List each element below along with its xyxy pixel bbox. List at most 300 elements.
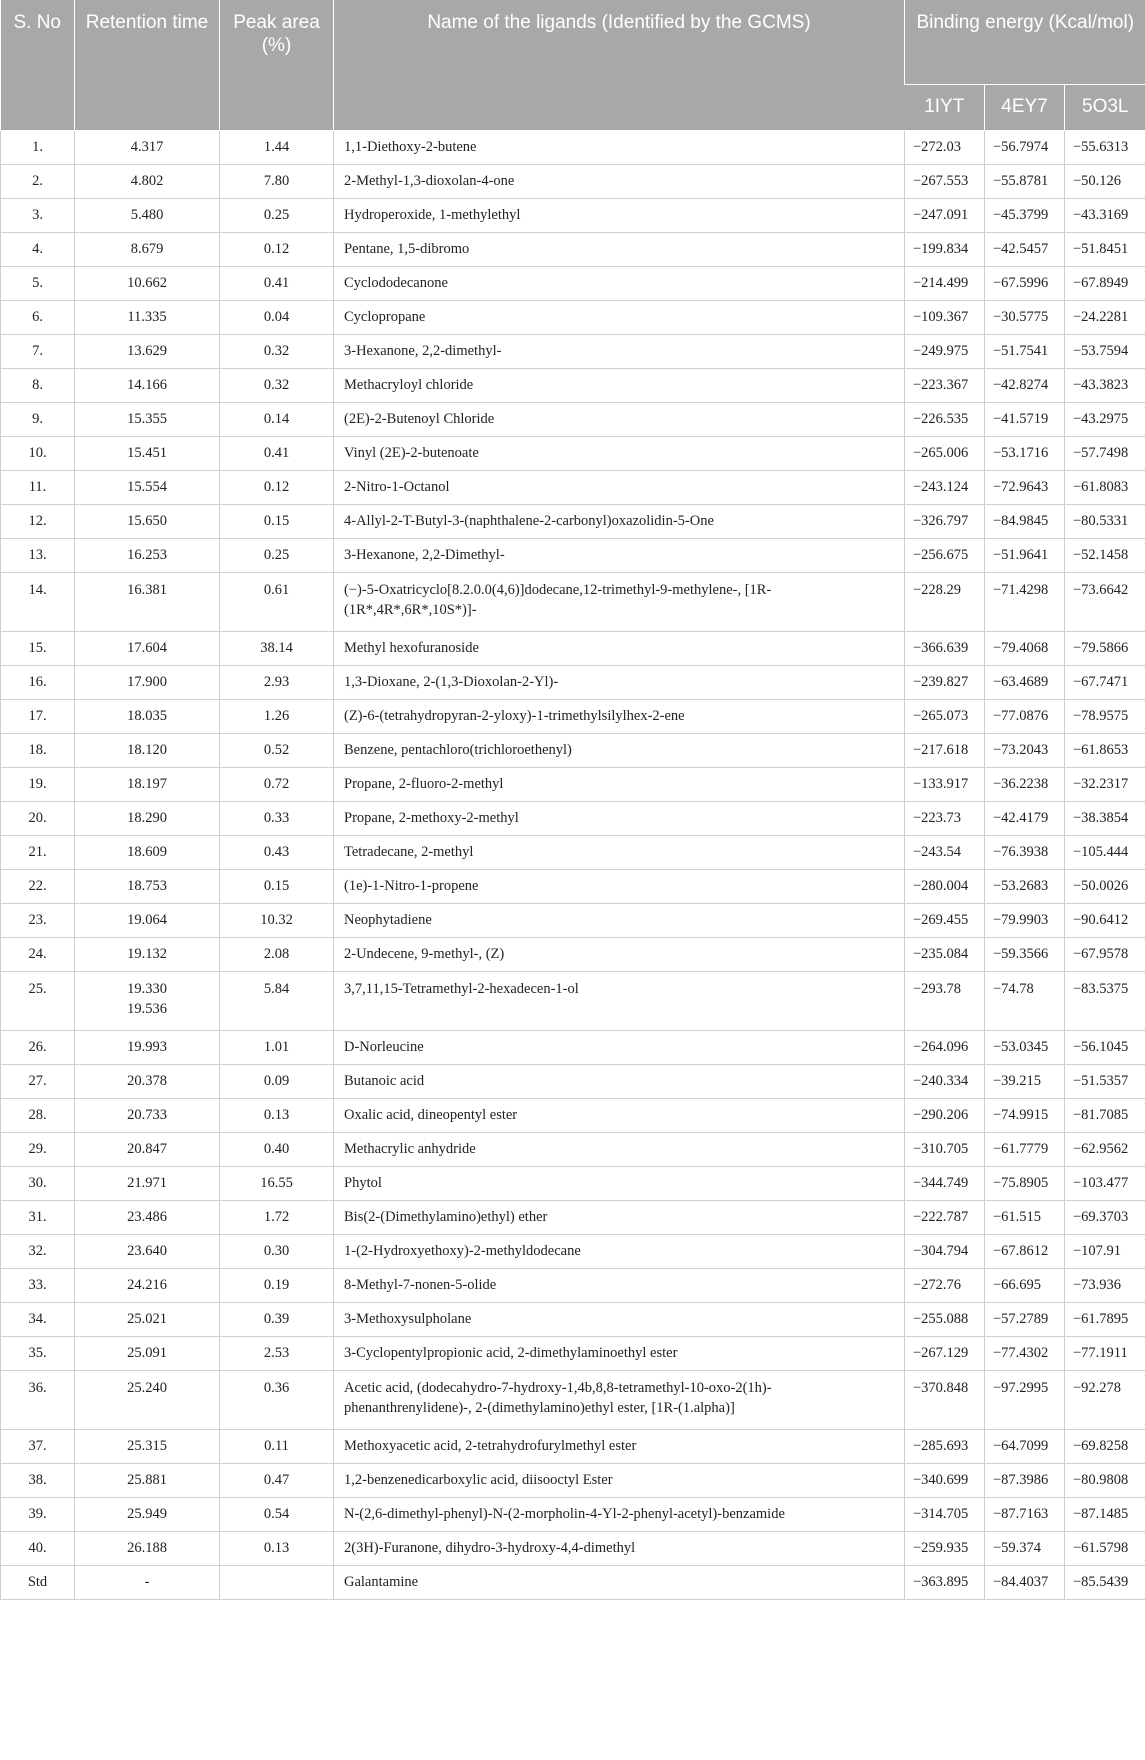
cell-energy-1iyt: −265.006 bbox=[905, 437, 985, 471]
cell-peak-area: 0.25 bbox=[220, 539, 334, 573]
cell-energy-5o3l: −77.1911 bbox=[1065, 1337, 1145, 1371]
cell-energy-5o3l: −32.2317 bbox=[1065, 768, 1145, 802]
cell-sno: 3. bbox=[1, 199, 75, 233]
cell-ligand-name: Methacryloyl chloride bbox=[334, 369, 905, 403]
cell-sno: 34. bbox=[1, 1303, 75, 1337]
table-row bbox=[1, 505, 1145, 539]
retention-time-value: 25.881 bbox=[127, 1471, 167, 1488]
cell-energy-4ey7: −45.3799 bbox=[985, 199, 1065, 233]
cell-retention-time bbox=[75, 1099, 220, 1133]
retention-time-value: 25.240 bbox=[127, 1380, 167, 1396]
table-row bbox=[1, 1031, 1145, 1065]
table-row bbox=[1, 802, 1145, 836]
cell-energy-4ey7: −53.2683 bbox=[985, 870, 1065, 904]
cell-energy-4ey7: −55.8781 bbox=[985, 165, 1065, 199]
cell-retention-time bbox=[75, 1303, 220, 1337]
table-row bbox=[1, 471, 1145, 505]
cell-ligand-name: 3-Hexanone, 2,2-Dimethyl- bbox=[334, 539, 905, 573]
cell-ligand-name: N-(2,6-dimethyl-phenyl)-N-(2-morpholin-4-Yl-2-phenyl-acetyl)-benzamide bbox=[334, 1498, 905, 1532]
cell-energy-4ey7: −42.4179 bbox=[985, 802, 1065, 836]
cell-ligand-name: (−)-5-Oxatricyclo[8.2.0.0(4,6)]dodecane,12-trimethyl-9-methylene-, [1R-(1R*,4R*,6R*,10S*)]- bbox=[334, 573, 905, 632]
cell-retention-time bbox=[75, 437, 220, 471]
retention-time-value: 25.091 bbox=[127, 1344, 167, 1361]
cell-peak-area: 5.84 bbox=[220, 972, 334, 1031]
cell-energy-4ey7: −42.5457 bbox=[985, 233, 1065, 267]
cell-ligand-name: Oxalic acid, dineopentyl ester bbox=[334, 1099, 905, 1133]
table-row bbox=[1, 1371, 1145, 1430]
cell-energy-1iyt: −243.54 bbox=[905, 836, 985, 870]
cell-energy-4ey7: −53.1716 bbox=[985, 437, 1065, 471]
cell-energy-1iyt: −265.073 bbox=[905, 700, 985, 734]
cell-energy-1iyt: −290.206 bbox=[905, 1099, 985, 1133]
cell-retention-time bbox=[75, 1269, 220, 1303]
cell-energy-5o3l: −51.5357 bbox=[1065, 1065, 1145, 1099]
table-row bbox=[1, 700, 1145, 734]
retention-time-value: 15.355 bbox=[127, 410, 167, 427]
cell-energy-4ey7: −51.9641 bbox=[985, 539, 1065, 573]
cell-ligand-name: 2-Undecene, 9-methyl-, (Z) bbox=[334, 938, 905, 972]
cell-ligand-name: (1e)-1-Nitro-1-propene bbox=[334, 870, 905, 904]
cell-ligand-name: 8-Methyl-7-nonen-5-olide bbox=[334, 1269, 905, 1303]
cell-retention-time bbox=[75, 734, 220, 768]
retention-time-value: - bbox=[144, 1573, 150, 1590]
cell-peak-area: 0.14 bbox=[220, 403, 334, 437]
cell-energy-1iyt: −269.455 bbox=[905, 904, 985, 938]
cell-retention-time bbox=[75, 1566, 220, 1600]
cell-ligand-name: Methacrylic anhydride bbox=[334, 1133, 905, 1167]
cell-sno: 5. bbox=[1, 267, 75, 301]
cell-energy-1iyt: −235.084 bbox=[905, 938, 985, 972]
table-row bbox=[1, 632, 1145, 666]
cell-energy-4ey7: −84.9845 bbox=[985, 505, 1065, 539]
table-row bbox=[1, 1099, 1145, 1133]
cell-sno: 40. bbox=[1, 1532, 75, 1566]
cell-peak-area: 0.52 bbox=[220, 734, 334, 768]
cell-peak-area bbox=[220, 1566, 334, 1600]
cell-energy-1iyt: −272.76 bbox=[905, 1269, 985, 1303]
cell-energy-4ey7: −67.5996 bbox=[985, 267, 1065, 301]
cell-peak-area: 0.19 bbox=[220, 1269, 334, 1303]
cell-energy-5o3l: −80.5331 bbox=[1065, 505, 1145, 539]
table-row bbox=[1, 1235, 1145, 1269]
cell-energy-5o3l: −24.2281 bbox=[1065, 301, 1145, 335]
cell-retention-time bbox=[75, 131, 220, 165]
cell-energy-1iyt: −243.124 bbox=[905, 471, 985, 505]
cell-energy-1iyt: −133.917 bbox=[905, 768, 985, 802]
cell-ligand-name: 4-Allyl-2-T-Butyl-3-(naphthalene-2-carbonyl)oxazolidin-5-One bbox=[334, 505, 905, 539]
cell-sno: 22. bbox=[1, 870, 75, 904]
cell-ligand-name: 1-(2-Hydroxyethoxy)-2-methyldodecane bbox=[334, 1235, 905, 1269]
retention-time-value: 23.486 bbox=[127, 1208, 167, 1225]
cell-peak-area: 2.08 bbox=[220, 938, 334, 972]
retention-time-value: 21.971 bbox=[127, 1174, 167, 1191]
cell-sno: 1. bbox=[1, 131, 75, 165]
cell-ligand-name: (2E)-2-Butenoyl Chloride bbox=[334, 403, 905, 437]
cell-energy-1iyt: −249.975 bbox=[905, 335, 985, 369]
cell-energy-4ey7: −71.4298 bbox=[985, 573, 1065, 632]
cell-sno: 11. bbox=[1, 471, 75, 505]
table-row bbox=[1, 131, 1145, 165]
cell-energy-1iyt: −214.499 bbox=[905, 267, 985, 301]
header-retention-time: Retention time bbox=[75, 0, 220, 131]
table-row bbox=[1, 1566, 1145, 1600]
cell-ligand-name: Cyclododecanone bbox=[334, 267, 905, 301]
retention-time-value: 5.480 bbox=[130, 206, 164, 223]
cell-energy-5o3l: −92.278 bbox=[1065, 1371, 1145, 1430]
cell-sno: 17. bbox=[1, 700, 75, 734]
cell-energy-1iyt: −223.367 bbox=[905, 369, 985, 403]
cell-retention-time bbox=[75, 233, 220, 267]
cell-sno: 2. bbox=[1, 165, 75, 199]
table-row bbox=[1, 437, 1145, 471]
retention-time-value: 18.035 bbox=[127, 707, 167, 724]
cell-ligand-name: Tetradecane, 2-methyl bbox=[334, 836, 905, 870]
cell-energy-5o3l: −51.8451 bbox=[1065, 233, 1145, 267]
cell-retention-time bbox=[75, 768, 220, 802]
cell-ligand-name: 2-Nitro-1-Octanol bbox=[334, 471, 905, 505]
cell-sno: 33. bbox=[1, 1269, 75, 1303]
cell-ligand-name: Propane, 2-fluoro-2-methyl bbox=[334, 768, 905, 802]
cell-sno: 12. bbox=[1, 505, 75, 539]
cell-peak-area: 16.55 bbox=[220, 1167, 334, 1201]
cell-energy-1iyt: −240.334 bbox=[905, 1065, 985, 1099]
cell-sno: 27. bbox=[1, 1065, 75, 1099]
cell-peak-area: 10.32 bbox=[220, 904, 334, 938]
cell-ligand-name: 2-Methyl-1,3-dioxolan-4-one bbox=[334, 165, 905, 199]
cell-ligand-name: (Z)-6-(tetrahydropyran-2-yloxy)-1-trimethylsilylhex-2-ene bbox=[334, 700, 905, 734]
cell-sno: 35. bbox=[1, 1337, 75, 1371]
retention-time-value: 14.166 bbox=[127, 376, 167, 393]
cell-retention-time bbox=[75, 199, 220, 233]
cell-retention-time bbox=[75, 1337, 220, 1371]
cell-energy-1iyt: −280.004 bbox=[905, 870, 985, 904]
cell-energy-4ey7: −57.2789 bbox=[985, 1303, 1065, 1337]
cell-energy-1iyt: −344.749 bbox=[905, 1167, 985, 1201]
cell-peak-area: 0.36 bbox=[220, 1371, 334, 1430]
retention-time-value: 11.335 bbox=[127, 308, 167, 325]
retention-time-value-2: 19.536 bbox=[127, 1000, 167, 1017]
cell-ligand-name: Vinyl (2E)-2-butenoate bbox=[334, 437, 905, 471]
table-row bbox=[1, 1065, 1145, 1099]
cell-ligand-name: Cyclopropane bbox=[334, 301, 905, 335]
cell-sno: 7. bbox=[1, 335, 75, 369]
cell-peak-area: 0.30 bbox=[220, 1235, 334, 1269]
cell-energy-5o3l: −56.1045 bbox=[1065, 1031, 1145, 1065]
cell-peak-area: 0.39 bbox=[220, 1303, 334, 1337]
cell-energy-5o3l: −50.126 bbox=[1065, 165, 1145, 199]
cell-energy-5o3l: −103.477 bbox=[1065, 1167, 1145, 1201]
cell-retention-time bbox=[75, 539, 220, 573]
retention-time-value: 15.451 bbox=[127, 444, 167, 461]
cell-retention-time bbox=[75, 165, 220, 199]
cell-energy-5o3l: −79.5866 bbox=[1065, 632, 1145, 666]
cell-sno: 30. bbox=[1, 1167, 75, 1201]
cell-energy-4ey7: −59.3566 bbox=[985, 938, 1065, 972]
header-ligand-name: Name of the ligands (Identified by the GCMS) bbox=[334, 0, 905, 131]
header-target-5o3l: 5O3L bbox=[1065, 85, 1145, 131]
cell-energy-5o3l: −57.7498 bbox=[1065, 437, 1145, 471]
cell-peak-area: 38.14 bbox=[220, 632, 334, 666]
retention-time-value: 18.290 bbox=[127, 809, 167, 826]
retention-time-value: 4.317 bbox=[130, 138, 164, 155]
cell-energy-5o3l: −52.1458 bbox=[1065, 539, 1145, 573]
cell-ligand-name: 1,1-Diethoxy-2-butene bbox=[334, 131, 905, 165]
cell-energy-1iyt: −267.129 bbox=[905, 1337, 985, 1371]
retention-time-value: 20.847 bbox=[127, 1140, 167, 1157]
retention-time-value: 25.021 bbox=[127, 1310, 167, 1327]
cell-peak-area: 0.15 bbox=[220, 505, 334, 539]
table-row bbox=[1, 904, 1145, 938]
cell-ligand-name: 3-Methoxysulpholane bbox=[334, 1303, 905, 1337]
cell-ligand-name: Benzene, pentachloro(trichloroethenyl) bbox=[334, 734, 905, 768]
cell-retention-time bbox=[75, 1201, 220, 1235]
cell-sno: 6. bbox=[1, 301, 75, 335]
table-row bbox=[1, 1430, 1145, 1464]
table-row bbox=[1, 233, 1145, 267]
cell-energy-4ey7: −73.2043 bbox=[985, 734, 1065, 768]
table-row bbox=[1, 1464, 1145, 1498]
cell-sno: 13. bbox=[1, 539, 75, 573]
cell-sno: 25. bbox=[1, 972, 75, 1031]
cell-retention-time bbox=[75, 836, 220, 870]
cell-peak-area: 0.32 bbox=[220, 369, 334, 403]
cell-energy-4ey7: −42.8274 bbox=[985, 369, 1065, 403]
cell-energy-1iyt: −223.73 bbox=[905, 802, 985, 836]
table-body bbox=[1, 131, 1145, 1600]
cell-sno: 20. bbox=[1, 802, 75, 836]
cell-peak-area: 1.72 bbox=[220, 1201, 334, 1235]
cell-energy-4ey7: −84.4037 bbox=[985, 1566, 1065, 1600]
cell-retention-time bbox=[75, 505, 220, 539]
cell-energy-1iyt: −247.091 bbox=[905, 199, 985, 233]
retention-time-value: 19.993 bbox=[127, 1038, 167, 1055]
table-row bbox=[1, 1201, 1145, 1235]
cell-peak-area: 0.47 bbox=[220, 1464, 334, 1498]
cell-peak-area: 1.01 bbox=[220, 1031, 334, 1065]
table-row bbox=[1, 666, 1145, 700]
retention-time-value: 13.629 bbox=[127, 342, 167, 359]
table-row bbox=[1, 1133, 1145, 1167]
cell-energy-1iyt: −366.639 bbox=[905, 632, 985, 666]
cell-peak-area: 2.93 bbox=[220, 666, 334, 700]
retention-time-value: 25.949 bbox=[127, 1505, 167, 1522]
cell-sno: Std bbox=[1, 1566, 75, 1600]
cell-energy-4ey7: −79.9903 bbox=[985, 904, 1065, 938]
cell-energy-4ey7: −74.9915 bbox=[985, 1099, 1065, 1133]
cell-ligand-name: 2(3H)-Furanone, dihydro-3-hydroxy-4,4-dimethyl bbox=[334, 1532, 905, 1566]
cell-energy-1iyt: −304.794 bbox=[905, 1235, 985, 1269]
cell-ligand-name: Neophytadiene bbox=[334, 904, 905, 938]
table-row bbox=[1, 1498, 1145, 1532]
cell-ligand-name: 1,3-Dioxane, 2-(1,3-Dioxolan-2-Yl)- bbox=[334, 666, 905, 700]
cell-peak-area: 0.32 bbox=[220, 335, 334, 369]
cell-energy-5o3l: −55.6313 bbox=[1065, 131, 1145, 165]
cell-energy-5o3l: −81.7085 bbox=[1065, 1099, 1145, 1133]
cell-peak-area: 0.41 bbox=[220, 267, 334, 301]
header-peak-area: Peak area (%) bbox=[220, 0, 334, 131]
retention-time-value: 23.640 bbox=[127, 1242, 167, 1259]
table-row bbox=[1, 165, 1145, 199]
cell-energy-5o3l: −61.7895 bbox=[1065, 1303, 1145, 1337]
retention-time-value: 24.216 bbox=[127, 1276, 167, 1293]
retention-time-value: 19.064 bbox=[127, 911, 167, 928]
cell-energy-4ey7: −67.8612 bbox=[985, 1235, 1065, 1269]
table-row bbox=[1, 573, 1145, 632]
cell-energy-1iyt: −228.29 bbox=[905, 573, 985, 632]
cell-sno: 23. bbox=[1, 904, 75, 938]
cell-ligand-name: Methoxyacetic acid, 2-tetrahydrofurylmethyl ester bbox=[334, 1430, 905, 1464]
cell-energy-4ey7: −53.0345 bbox=[985, 1031, 1065, 1065]
cell-energy-4ey7: −87.3986 bbox=[985, 1464, 1065, 1498]
cell-sno: 16. bbox=[1, 666, 75, 700]
cell-peak-area: 0.72 bbox=[220, 768, 334, 802]
cell-sno: 18. bbox=[1, 734, 75, 768]
cell-energy-1iyt: −340.699 bbox=[905, 1464, 985, 1498]
retention-time-value: 8.679 bbox=[130, 240, 164, 257]
cell-ligand-name: 3-Hexanone, 2,2-dimethyl- bbox=[334, 335, 905, 369]
cell-peak-area: 0.15 bbox=[220, 870, 334, 904]
cell-retention-time bbox=[75, 471, 220, 505]
retention-time-value: 19.132 bbox=[127, 945, 167, 962]
cell-peak-area: 0.40 bbox=[220, 1133, 334, 1167]
cell-energy-5o3l: −43.2975 bbox=[1065, 403, 1145, 437]
cell-energy-5o3l: −83.5375 bbox=[1065, 972, 1145, 1031]
table-row bbox=[1, 836, 1145, 870]
table-row bbox=[1, 972, 1145, 1031]
cell-retention-time bbox=[75, 1430, 220, 1464]
cell-ligand-name: Methyl hexofuranoside bbox=[334, 632, 905, 666]
cell-peak-area: 0.25 bbox=[220, 199, 334, 233]
table-row bbox=[1, 768, 1145, 802]
cell-ligand-name: 1,2-benzenedicarboxylic acid, diisooctyl Ester bbox=[334, 1464, 905, 1498]
cell-energy-5o3l: −62.9562 bbox=[1065, 1133, 1145, 1167]
cell-energy-5o3l: −43.3823 bbox=[1065, 369, 1145, 403]
cell-energy-4ey7: −75.8905 bbox=[985, 1167, 1065, 1201]
cell-ligand-name: Phytol bbox=[334, 1167, 905, 1201]
cell-peak-area: 0.04 bbox=[220, 301, 334, 335]
cell-energy-5o3l: −61.5798 bbox=[1065, 1532, 1145, 1566]
cell-energy-5o3l: −61.8083 bbox=[1065, 471, 1145, 505]
retention-time-value: 18.609 bbox=[127, 843, 167, 860]
cell-sno: 10. bbox=[1, 437, 75, 471]
retention-time-value: 16.381 bbox=[127, 582, 167, 598]
cell-energy-4ey7: −39.215 bbox=[985, 1065, 1065, 1099]
cell-ligand-name: Acetic acid, (dodecahydro-7-hydroxy-1,4b,8,8-tetramethyl-10-oxo-2(1h)-phenanthrenylidene)-, 2-(dimethylamino)ethyl ester, [1R-(1.alpha)] bbox=[334, 1371, 905, 1430]
table-row bbox=[1, 1303, 1145, 1337]
table-row bbox=[1, 369, 1145, 403]
cell-sno: 19. bbox=[1, 768, 75, 802]
table-row bbox=[1, 734, 1145, 768]
cell-peak-area: 2.53 bbox=[220, 1337, 334, 1371]
cell-energy-5o3l: −90.6412 bbox=[1065, 904, 1145, 938]
retention-time-value: 18.197 bbox=[127, 775, 167, 792]
cell-peak-area: 1.26 bbox=[220, 700, 334, 734]
cell-sno: 4. bbox=[1, 233, 75, 267]
cell-energy-5o3l: −78.9575 bbox=[1065, 700, 1145, 734]
retention-time-value: 15.554 bbox=[127, 478, 167, 495]
cell-energy-4ey7: −51.7541 bbox=[985, 335, 1065, 369]
cell-energy-1iyt: −363.895 bbox=[905, 1566, 985, 1600]
cell-energy-5o3l: −69.8258 bbox=[1065, 1430, 1145, 1464]
cell-energy-5o3l: −67.9578 bbox=[1065, 938, 1145, 972]
cell-energy-4ey7: −41.5719 bbox=[985, 403, 1065, 437]
header-target-4ey7: 4EY7 bbox=[985, 85, 1065, 131]
cell-retention-time bbox=[75, 1235, 220, 1269]
cell-retention-time bbox=[75, 1167, 220, 1201]
cell-energy-1iyt: −272.03 bbox=[905, 131, 985, 165]
cell-energy-4ey7: −56.7974 bbox=[985, 131, 1065, 165]
cell-peak-area: 7.80 bbox=[220, 165, 334, 199]
cell-ligand-name: Butanoic acid bbox=[334, 1065, 905, 1099]
cell-peak-area: 0.54 bbox=[220, 1498, 334, 1532]
cell-energy-5o3l: −67.7471 bbox=[1065, 666, 1145, 700]
cell-sno: 28. bbox=[1, 1099, 75, 1133]
cell-energy-5o3l: −61.8653 bbox=[1065, 734, 1145, 768]
cell-energy-4ey7: −30.5775 bbox=[985, 301, 1065, 335]
cell-energy-5o3l: −87.1485 bbox=[1065, 1498, 1145, 1532]
cell-energy-5o3l: −85.5439 bbox=[1065, 1566, 1145, 1600]
cell-sno: 38. bbox=[1, 1464, 75, 1498]
cell-retention-time bbox=[75, 1371, 220, 1430]
cell-sno: 36. bbox=[1, 1371, 75, 1430]
cell-sno: 24. bbox=[1, 938, 75, 972]
retention-time-value: 18.753 bbox=[127, 877, 167, 894]
cell-energy-1iyt: −264.096 bbox=[905, 1031, 985, 1065]
cell-energy-4ey7: −63.4689 bbox=[985, 666, 1065, 700]
cell-peak-area: 0.11 bbox=[220, 1430, 334, 1464]
cell-retention-time bbox=[75, 666, 220, 700]
cell-energy-4ey7: −74.78 bbox=[985, 972, 1065, 1031]
cell-energy-1iyt: −310.705 bbox=[905, 1133, 985, 1167]
cell-energy-5o3l: −53.7594 bbox=[1065, 335, 1145, 369]
cell-energy-1iyt: −199.834 bbox=[905, 233, 985, 267]
cell-energy-1iyt: −314.705 bbox=[905, 1498, 985, 1532]
cell-retention-time bbox=[75, 904, 220, 938]
cell-retention-time bbox=[75, 267, 220, 301]
cell-ligand-name: Galantamine bbox=[334, 1566, 905, 1600]
cell-retention-time bbox=[75, 972, 220, 1031]
retention-time-value: 15.650 bbox=[127, 512, 167, 529]
cell-energy-4ey7: −97.2995 bbox=[985, 1371, 1065, 1430]
cell-energy-4ey7: −72.9643 bbox=[985, 471, 1065, 505]
cell-energy-1iyt: −255.088 bbox=[905, 1303, 985, 1337]
cell-retention-time bbox=[75, 573, 220, 632]
cell-retention-time bbox=[75, 1464, 220, 1498]
cell-energy-1iyt: −217.618 bbox=[905, 734, 985, 768]
cell-retention-time bbox=[75, 301, 220, 335]
cell-ligand-name: Hydroperoxide, 1-methylethyl bbox=[334, 199, 905, 233]
cell-energy-5o3l: −80.9808 bbox=[1065, 1464, 1145, 1498]
table-row bbox=[1, 267, 1145, 301]
cell-retention-time bbox=[75, 700, 220, 734]
cell-sno: 29. bbox=[1, 1133, 75, 1167]
retention-time-value: 18.120 bbox=[127, 741, 167, 758]
cell-ligand-name: Bis(2-(Dimethylamino)ethyl) ether bbox=[334, 1201, 905, 1235]
cell-retention-time bbox=[75, 870, 220, 904]
table-row bbox=[1, 1337, 1145, 1371]
cell-peak-area: 0.12 bbox=[220, 471, 334, 505]
cell-peak-area: 0.13 bbox=[220, 1099, 334, 1133]
cell-retention-time bbox=[75, 1498, 220, 1532]
cell-energy-1iyt: −109.367 bbox=[905, 301, 985, 335]
table-header bbox=[1, 0, 1145, 131]
cell-energy-1iyt: −222.787 bbox=[905, 1201, 985, 1235]
cell-energy-4ey7: −77.0876 bbox=[985, 700, 1065, 734]
cell-sno: 39. bbox=[1, 1498, 75, 1532]
cell-peak-area: 0.33 bbox=[220, 802, 334, 836]
cell-ligand-name: 3,7,11,15-Tetramethyl-2-hexadecen-1-ol bbox=[334, 972, 905, 1031]
cell-energy-1iyt: −267.553 bbox=[905, 165, 985, 199]
